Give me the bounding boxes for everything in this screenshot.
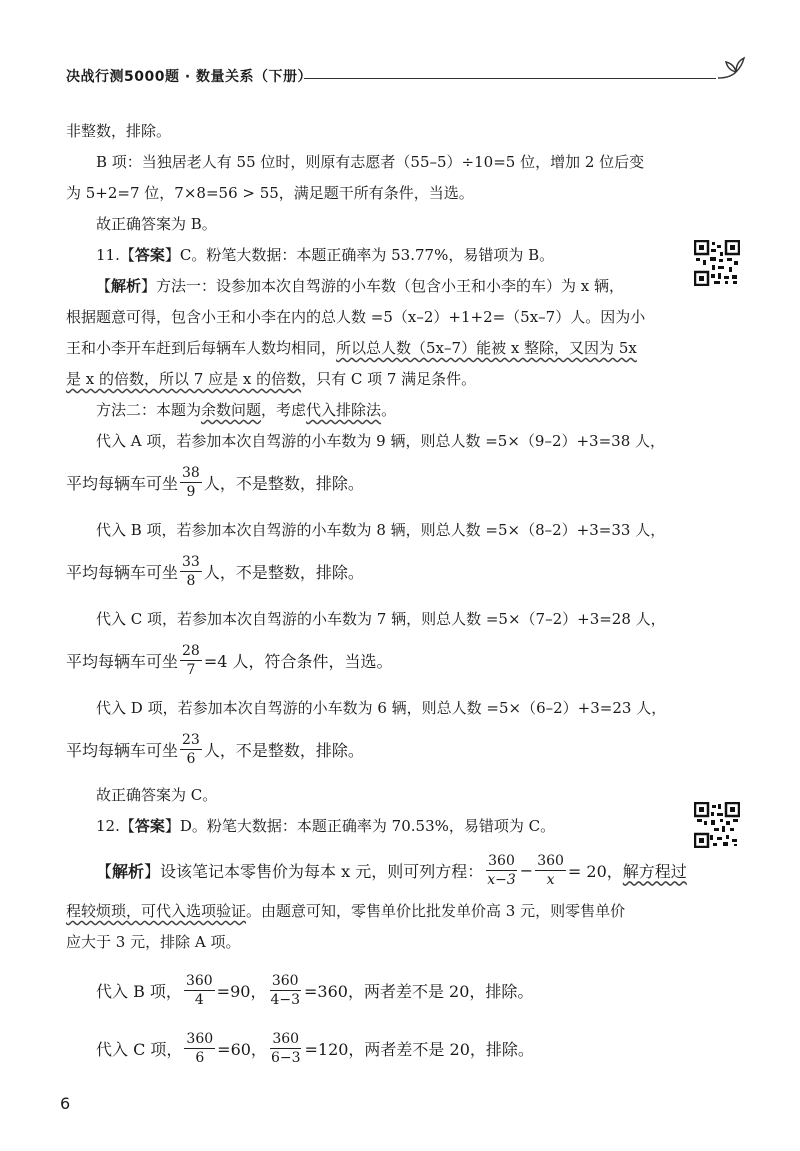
option-b-check: 代入 B 项， $\frac{360}{4}$ =90， $\frac{360}{4-3}$ =360，两者差不是 20，排除。	[96, 972, 534, 1008]
option-b-result: 平均每辆车可坐 $\frac{33}{8}$ 人 ，不是整数，排除。	[66, 553, 364, 589]
option-d-result: 平均每辆车可坐 $\frac{23}{6}$ 人 ，不是整数，排除。	[66, 731, 364, 767]
text-line: 代入 A 项，若参加本次自驾游的小车数为 9 辆，则总人数 =5×（9–2）+3=38 人，	[96, 432, 666, 450]
option-a-result: 平均每辆车可坐 $\frac{38}{9}$ 人 ，不是整数，排除。	[66, 464, 364, 500]
wavy-emphasis: 程较烦琐，可代入选项验证	[66, 902, 247, 920]
question-11-analysis: 【解析】方法一：设参加本次自驾游的小车数（包含小王和小李的车）为 x 辆，	[96, 277, 625, 295]
answer-label: 答案	[134, 817, 165, 835]
fraction: $\frac{360}{6-3}$	[270, 1030, 301, 1066]
sprout-icon	[716, 52, 756, 82]
fraction: $\frac{38}{9}$	[182, 464, 200, 500]
text-line: 根据题意可得，包含小王和小李在内的总人数 =5（x–2）+1+2=（5x–7）人。因为小	[66, 308, 646, 326]
fraction: $\frac{33}{8}$	[182, 553, 200, 589]
header-rule	[304, 78, 716, 79]
analysis-label: 解析	[112, 861, 145, 881]
wavy-emphasis: 所以总人数（5x–7）能被 x 整除，又因为 5x	[336, 339, 637, 357]
question-12-analysis: 【 解析 】设该笔记本零售价为每本 x 元，则可列方程： $\frac{360}{x-3}$ − $\frac{360}{x}$ = 20， 解方程过	[96, 852, 687, 888]
fraction: $\frac{360}{x}$	[537, 852, 564, 888]
fraction: $\frac{360}{6}$	[186, 1030, 214, 1066]
fraction: $\frac{360}{x-3}$	[487, 852, 516, 888]
fraction: $\frac{360}{4-3}$	[270, 972, 300, 1008]
option-c-check: 代入 C 项， $\frac{360}{6}$ =60， $\frac{360}{6-3}$ =120，两者差不是 20，排除。	[96, 1030, 534, 1066]
option-c-result: 平均每辆车可坐 $\frac{28}{7}$ =4 人，符合条件，当选。	[66, 642, 393, 678]
wavy-emphasis: 代入排除法	[306, 401, 382, 419]
wavy-emphasis: 是 x 的倍数，所以 7 应是 x 的倍数	[66, 370, 302, 388]
text-line: B 项：当独居老人有 55 位时，则原有志愿者（55–5）÷10=5 位，增加 2 位后变	[96, 153, 645, 171]
minus-sign: −	[519, 860, 534, 880]
text-line: 是 x 的倍数，所以 7 应是 x 的倍数，只有 C 项 7 满足条件。	[66, 370, 477, 388]
text-line: 为 5+2=7 位，7×8=56 > 55，满足题干所有条件，当选。	[66, 184, 474, 202]
text-line: 代入 D 项，若参加本次自驾游的小车数为 6 辆，则总人数 =5×（6–2）+3=23 人，	[96, 699, 667, 717]
text-line: 程较烦琐，可代入选项验证。由题意可知，零售单价比批发单价高 3 元，则零售单价	[66, 902, 626, 920]
text-line: 代入 C 项，若参加本次自驾游的小车数为 7 辆，则总人数 =5×（7–2）+3=28 人，	[96, 610, 666, 628]
question-11-answer: 11.【答案】C。粉笔大数据：本题正确率为 53.77%，易错项为 B。	[96, 246, 555, 264]
method-two: 方法二：本题为余数问题，考虑代入排除法。	[96, 401, 397, 419]
fraction: $\frac{360}{4}$	[185, 972, 213, 1008]
text-line: 代入 B 项，若参加本次自驾游的小车数为 8 辆，则总人数 =5×（8–2）+3=33 人，	[96, 521, 666, 539]
page-header	[66, 60, 756, 90]
analysis-label: 解析	[111, 277, 142, 295]
book-title: 决战行测5000题 · 数量关系（下册）	[66, 69, 313, 85]
page-number: 6	[60, 1094, 71, 1113]
fraction: $\frac{28}{7}$	[182, 642, 200, 678]
wavy-emphasis: 解方程过	[622, 861, 687, 881]
text-line: 王和小李开车赶到后每辆车人数均相同，所以总人数（5x–7）能被 x 整除，又因为 5x	[66, 339, 637, 357]
text-line: 故正确答案为 B。	[96, 215, 217, 233]
wavy-emphasis: 余数问题	[201, 401, 262, 419]
text-line: 非整数，排除。	[66, 122, 172, 140]
question-12-answer: 12.【答案】D。粉笔大数据：本题正确率为 70.53%，易错项为 C。	[96, 817, 556, 835]
answer-label: 答案	[134, 246, 165, 264]
text-line: 应大于 3 元，排除 A 项。	[66, 933, 241, 951]
fraction: $\frac{23}{6}$	[182, 731, 200, 767]
text-line: 故正确答案为 C。	[96, 786, 218, 804]
page-body	[66, 116, 730, 1074]
